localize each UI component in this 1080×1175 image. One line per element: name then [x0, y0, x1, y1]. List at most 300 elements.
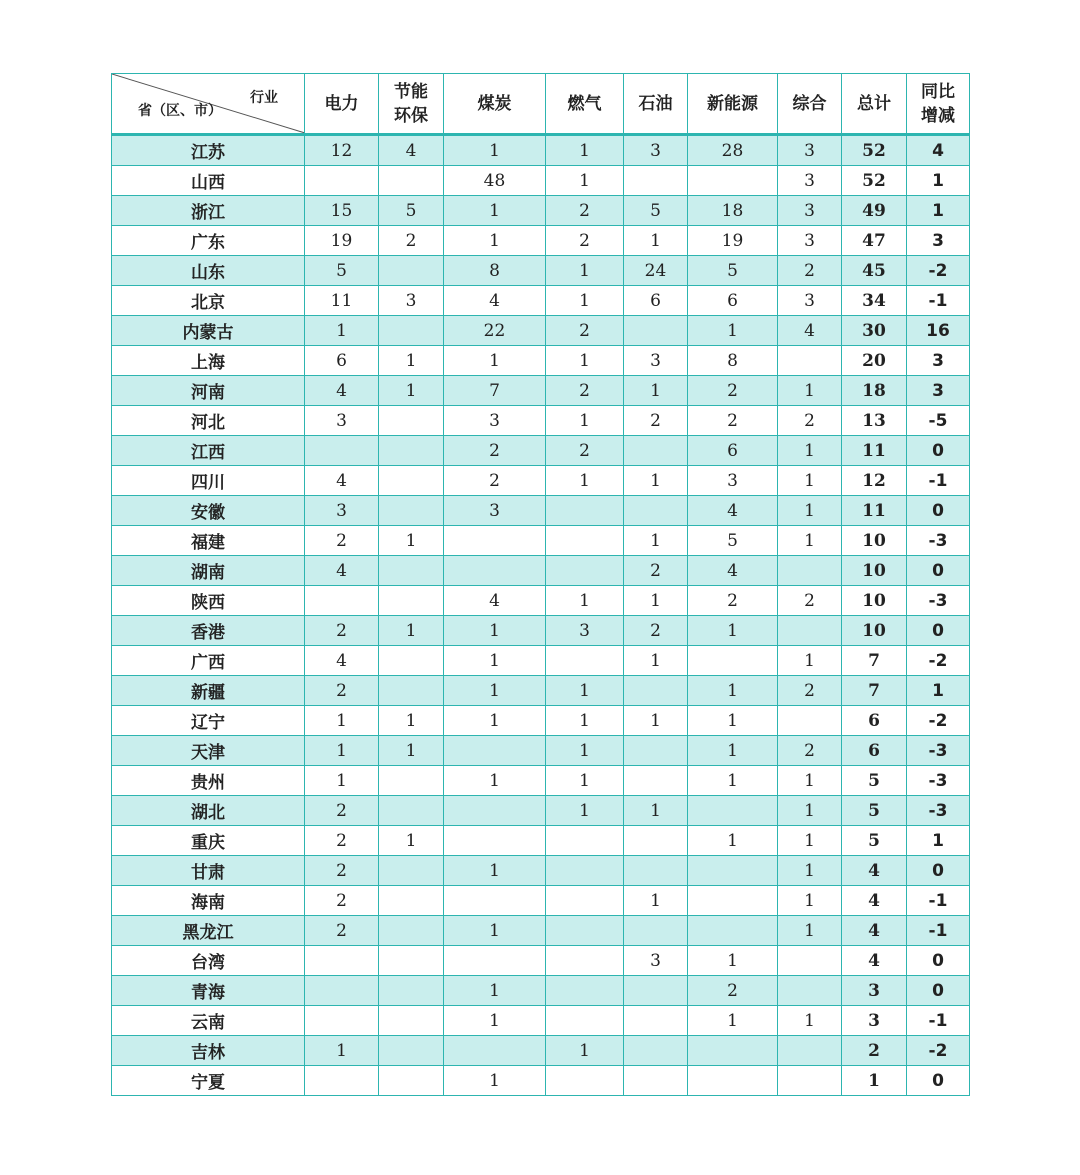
value-cell-new_energy: 1 [688, 706, 778, 736]
province-cell: 山东 [112, 256, 305, 286]
value-cell-gas [546, 496, 624, 526]
value-cell-coal: 3 [444, 406, 546, 436]
value-cell-integrated: 2 [778, 406, 842, 436]
value-cell-energy_saving [379, 406, 444, 436]
province-cell: 青海 [112, 976, 305, 1006]
value-cell-power: 2 [305, 886, 379, 916]
province-cell: 四川 [112, 466, 305, 496]
value-cell-power: 3 [305, 406, 379, 436]
value-cell-gas: 2 [546, 316, 624, 346]
table-row [112, 676, 970, 706]
value-cell-coal [444, 526, 546, 556]
value-cell-integrated: 2 [778, 736, 842, 766]
value-cell-energy_saving [379, 556, 444, 586]
value-cell-integrated [778, 616, 842, 646]
value-cell-power: 11 [305, 286, 379, 316]
value-cell-oil [624, 976, 688, 1006]
total-cell: 20 [842, 346, 907, 376]
value-cell-energy_saving: 5 [379, 196, 444, 226]
value-cell-gas: 1 [546, 796, 624, 826]
value-cell-coal: 4 [444, 286, 546, 316]
value-cell-integrated: 1 [778, 646, 842, 676]
value-cell-integrated: 3 [778, 286, 842, 316]
value-cell-new_energy: 4 [688, 496, 778, 526]
yoy-change-cell: -3 [907, 586, 970, 616]
value-cell-oil: 1 [624, 526, 688, 556]
value-cell-power: 5 [305, 256, 379, 286]
value-cell-new_energy: 1 [688, 676, 778, 706]
value-cell-gas: 2 [546, 226, 624, 256]
yoy-change-cell: 1 [907, 826, 970, 856]
province-cell: 宁夏 [112, 1066, 305, 1096]
column-header-yoy [907, 74, 970, 135]
value-cell-new_energy: 1 [688, 766, 778, 796]
value-cell-gas: 1 [546, 256, 624, 286]
yoy-change-cell: -1 [907, 916, 970, 946]
value-cell-gas [546, 976, 624, 1006]
value-cell-power: 1 [305, 1036, 379, 1066]
yoy-change-cell: -3 [907, 736, 970, 766]
value-cell-new_energy: 28 [688, 135, 778, 166]
value-cell-power [305, 586, 379, 616]
table-row [112, 586, 970, 616]
total-cell: 11 [842, 436, 907, 466]
value-cell-oil [624, 916, 688, 946]
province-cell: 福建 [112, 526, 305, 556]
value-cell-oil: 1 [624, 796, 688, 826]
value-cell-power: 12 [305, 135, 379, 166]
value-cell-integrated: 1 [778, 496, 842, 526]
column-header-label: 新能源 [707, 93, 758, 114]
table-row [112, 886, 970, 916]
total-cell: 10 [842, 526, 907, 556]
value-cell-gas [546, 826, 624, 856]
total-cell: 52 [842, 135, 907, 166]
yoy-change-cell: -3 [907, 766, 970, 796]
value-cell-new_energy: 1 [688, 316, 778, 346]
value-cell-gas [546, 946, 624, 976]
value-cell-power [305, 1066, 379, 1096]
value-cell-gas [546, 1006, 624, 1036]
value-cell-gas: 1 [546, 406, 624, 436]
yoy-change-cell: 0 [907, 616, 970, 646]
value-cell-gas [546, 856, 624, 886]
total-cell: 4 [842, 946, 907, 976]
value-cell-energy_saving [379, 646, 444, 676]
value-cell-new_energy: 18 [688, 196, 778, 226]
value-cell-oil: 1 [624, 646, 688, 676]
yoy-change-cell: 0 [907, 496, 970, 526]
value-cell-power: 4 [305, 466, 379, 496]
province-cell: 香港 [112, 616, 305, 646]
table-row [112, 256, 970, 286]
value-cell-oil: 2 [624, 616, 688, 646]
value-cell-gas: 1 [546, 586, 624, 616]
total-cell: 2 [842, 1036, 907, 1066]
value-cell-power: 1 [305, 766, 379, 796]
total-cell: 10 [842, 586, 907, 616]
table-row [112, 946, 970, 976]
yoy-change-cell: 0 [907, 976, 970, 1006]
value-cell-new_energy: 6 [688, 436, 778, 466]
value-cell-power: 4 [305, 646, 379, 676]
value-cell-gas: 1 [546, 135, 624, 166]
value-cell-integrated: 1 [778, 526, 842, 556]
value-cell-coal [444, 1036, 546, 1066]
value-cell-coal: 48 [444, 166, 546, 196]
value-cell-integrated: 1 [778, 466, 842, 496]
value-cell-energy_saving: 1 [379, 706, 444, 736]
province-cell: 北京 [112, 286, 305, 316]
value-cell-power: 4 [305, 556, 379, 586]
yoy-change-cell: 0 [907, 946, 970, 976]
table-row [112, 796, 970, 826]
value-cell-power: 19 [305, 226, 379, 256]
value-cell-oil [624, 856, 688, 886]
value-cell-gas: 2 [546, 196, 624, 226]
table-row [112, 526, 970, 556]
value-cell-energy_saving [379, 1066, 444, 1096]
value-cell-power: 2 [305, 826, 379, 856]
corner-label-industry: 行业 [250, 90, 278, 106]
yoy-change-cell: -2 [907, 706, 970, 736]
table-row [112, 706, 970, 736]
value-cell-gas: 2 [546, 436, 624, 466]
table-row [112, 976, 970, 1006]
column-header-label: 节能 [394, 81, 428, 102]
value-cell-power: 1 [305, 316, 379, 346]
value-cell-oil [624, 736, 688, 766]
total-cell: 6 [842, 706, 907, 736]
province-cell: 重庆 [112, 826, 305, 856]
yoy-change-cell: 1 [907, 166, 970, 196]
value-cell-integrated: 3 [778, 166, 842, 196]
value-cell-oil: 5 [624, 196, 688, 226]
value-cell-oil [624, 1036, 688, 1066]
table-row [112, 856, 970, 886]
yoy-change-cell: 3 [907, 346, 970, 376]
table-row [112, 226, 970, 256]
value-cell-energy_saving: 4 [379, 135, 444, 166]
value-cell-coal: 1 [444, 856, 546, 886]
value-cell-energy_saving [379, 676, 444, 706]
value-cell-gas: 1 [546, 286, 624, 316]
column-header-new_energy [688, 74, 778, 135]
column-header-label: 燃气 [567, 93, 602, 114]
province-cell: 江苏 [112, 135, 305, 166]
value-cell-integrated: 1 [778, 796, 842, 826]
province-cell: 内蒙古 [112, 316, 305, 346]
value-cell-oil [624, 316, 688, 346]
value-cell-new_energy: 1 [688, 1006, 778, 1036]
value-cell-new_energy [688, 646, 778, 676]
value-cell-new_energy: 5 [688, 256, 778, 286]
province-cell: 黑龙江 [112, 916, 305, 946]
yoy-change-cell: 0 [907, 436, 970, 466]
column-header-integrated [778, 74, 842, 135]
total-cell: 11 [842, 496, 907, 526]
value-cell-integrated: 1 [778, 826, 842, 856]
value-cell-gas [546, 916, 624, 946]
yoy-change-cell: -2 [907, 646, 970, 676]
value-cell-integrated: 3 [778, 135, 842, 166]
province-cell: 安徽 [112, 496, 305, 526]
table-row [112, 436, 970, 466]
province-cell: 浙江 [112, 196, 305, 226]
value-cell-integrated: 2 [778, 676, 842, 706]
value-cell-new_energy: 5 [688, 526, 778, 556]
value-cell-power: 15 [305, 196, 379, 226]
total-cell: 10 [842, 556, 907, 586]
yoy-change-cell: -1 [907, 886, 970, 916]
value-cell-gas: 1 [546, 766, 624, 796]
yoy-change-cell: 0 [907, 856, 970, 886]
value-cell-new_energy: 2 [688, 406, 778, 436]
value-cell-oil: 1 [624, 466, 688, 496]
table-row [112, 646, 970, 676]
value-cell-energy_saving [379, 256, 444, 286]
value-cell-new_energy [688, 1066, 778, 1096]
value-cell-energy_saving: 1 [379, 526, 444, 556]
value-cell-integrated: 3 [778, 196, 842, 226]
value-cell-power: 1 [305, 736, 379, 766]
value-cell-power: 2 [305, 856, 379, 886]
province-cell: 海南 [112, 886, 305, 916]
value-cell-power: 4 [305, 376, 379, 406]
value-cell-power: 3 [305, 496, 379, 526]
value-cell-power [305, 166, 379, 196]
value-cell-power: 6 [305, 346, 379, 376]
value-cell-energy_saving [379, 766, 444, 796]
value-cell-coal: 1 [444, 1006, 546, 1036]
value-cell-new_energy: 1 [688, 826, 778, 856]
yoy-change-cell: 1 [907, 196, 970, 226]
value-cell-coal: 1 [444, 226, 546, 256]
yoy-change-cell: -1 [907, 1006, 970, 1036]
table-row [112, 316, 970, 346]
yoy-change-cell: 3 [907, 226, 970, 256]
value-cell-oil: 6 [624, 286, 688, 316]
value-cell-new_energy [688, 886, 778, 916]
corner-label-province: 省（区、市） [138, 103, 222, 119]
value-cell-new_energy: 2 [688, 976, 778, 1006]
value-cell-energy_saving [379, 886, 444, 916]
value-cell-energy_saving [379, 1036, 444, 1066]
total-cell: 3 [842, 1006, 907, 1036]
value-cell-gas: 1 [546, 166, 624, 196]
value-cell-energy_saving [379, 316, 444, 346]
province-cell: 上海 [112, 346, 305, 376]
value-cell-new_energy [688, 916, 778, 946]
total-cell: 6 [842, 736, 907, 766]
value-cell-coal [444, 946, 546, 976]
value-cell-energy_saving [379, 796, 444, 826]
value-cell-oil: 1 [624, 886, 688, 916]
total-cell: 5 [842, 796, 907, 826]
table-row [112, 466, 970, 496]
value-cell-energy_saving [379, 436, 444, 466]
value-cell-coal [444, 736, 546, 766]
value-cell-integrated: 1 [778, 916, 842, 946]
yoy-change-cell: -1 [907, 466, 970, 496]
province-cell: 台湾 [112, 946, 305, 976]
value-cell-oil: 1 [624, 226, 688, 256]
table-row [112, 1036, 970, 1066]
value-cell-oil: 24 [624, 256, 688, 286]
value-cell-integrated: 1 [778, 436, 842, 466]
yoy-change-cell: -5 [907, 406, 970, 436]
yoy-change-cell: -3 [907, 526, 970, 556]
value-cell-energy_saving: 1 [379, 736, 444, 766]
value-cell-energy_saving [379, 1006, 444, 1036]
total-cell: 4 [842, 886, 907, 916]
corner-header-cell [112, 74, 305, 135]
value-cell-oil: 1 [624, 586, 688, 616]
value-cell-coal: 22 [444, 316, 546, 346]
yoy-change-cell: -2 [907, 256, 970, 286]
value-cell-new_energy [688, 166, 778, 196]
value-cell-coal: 1 [444, 616, 546, 646]
value-cell-new_energy: 19 [688, 226, 778, 256]
yoy-change-cell: -1 [907, 286, 970, 316]
value-cell-energy_saving [379, 586, 444, 616]
column-header-total [842, 74, 907, 135]
value-cell-energy_saving [379, 946, 444, 976]
yoy-change-cell: -2 [907, 1036, 970, 1066]
value-cell-power: 2 [305, 676, 379, 706]
value-cell-new_energy: 4 [688, 556, 778, 586]
value-cell-coal: 4 [444, 586, 546, 616]
province-cell: 江西 [112, 436, 305, 466]
table-row [112, 616, 970, 646]
value-cell-power [305, 1006, 379, 1036]
value-cell-coal [444, 826, 546, 856]
value-cell-oil [624, 436, 688, 466]
province-cell: 甘肃 [112, 856, 305, 886]
province-industry-table [111, 73, 970, 1096]
value-cell-gas [546, 646, 624, 676]
total-cell: 5 [842, 766, 907, 796]
value-cell-integrated: 2 [778, 256, 842, 286]
table-header [112, 74, 970, 135]
value-cell-new_energy [688, 1036, 778, 1066]
value-cell-oil [624, 766, 688, 796]
value-cell-gas: 1 [546, 466, 624, 496]
value-cell-oil [624, 1006, 688, 1036]
value-cell-energy_saving [379, 976, 444, 1006]
column-header-label: 增减 [921, 105, 955, 126]
value-cell-power [305, 946, 379, 976]
value-cell-new_energy: 1 [688, 736, 778, 766]
column-header-power [305, 74, 379, 135]
value-cell-gas [546, 526, 624, 556]
total-cell: 18 [842, 376, 907, 406]
value-cell-coal: 1 [444, 676, 546, 706]
value-cell-integrated [778, 706, 842, 736]
value-cell-coal: 1 [444, 706, 546, 736]
column-header-label: 同比 [921, 81, 955, 102]
value-cell-coal: 3 [444, 496, 546, 526]
table-row [112, 1066, 970, 1096]
province-cell: 天津 [112, 736, 305, 766]
value-cell-gas [546, 1066, 624, 1096]
total-cell: 5 [842, 826, 907, 856]
column-header-label: 环保 [394, 105, 428, 126]
value-cell-energy_saving [379, 466, 444, 496]
value-cell-coal: 1 [444, 135, 546, 166]
value-cell-integrated: 2 [778, 586, 842, 616]
value-cell-coal: 1 [444, 766, 546, 796]
value-cell-integrated [778, 556, 842, 586]
yoy-change-cell: -3 [907, 796, 970, 826]
province-cell: 吉林 [112, 1036, 305, 1066]
value-cell-oil [624, 1066, 688, 1096]
value-cell-gas: 2 [546, 376, 624, 406]
column-header-coal [444, 74, 546, 135]
value-cell-oil: 2 [624, 556, 688, 586]
value-cell-power: 2 [305, 526, 379, 556]
value-cell-integrated: 4 [778, 316, 842, 346]
table-body [112, 135, 970, 1096]
value-cell-oil: 2 [624, 406, 688, 436]
value-cell-gas [546, 556, 624, 586]
value-cell-power: 2 [305, 796, 379, 826]
value-cell-integrated [778, 946, 842, 976]
table-row [112, 346, 970, 376]
value-cell-energy_saving: 2 [379, 226, 444, 256]
total-cell: 45 [842, 256, 907, 286]
table-row [112, 556, 970, 586]
province-cell: 河南 [112, 376, 305, 406]
total-cell: 12 [842, 466, 907, 496]
yoy-change-cell: 4 [907, 135, 970, 166]
value-cell-coal: 7 [444, 376, 546, 406]
table-row [112, 496, 970, 526]
column-header-label: 电力 [324, 93, 359, 114]
value-cell-integrated: 1 [778, 886, 842, 916]
table-row [112, 916, 970, 946]
total-cell: 1 [842, 1066, 907, 1096]
value-cell-new_energy: 3 [688, 466, 778, 496]
table-row [112, 1006, 970, 1036]
yoy-change-cell: 0 [907, 556, 970, 586]
table-row [112, 766, 970, 796]
value-cell-gas: 1 [546, 346, 624, 376]
table-row [112, 736, 970, 766]
value-cell-power [305, 436, 379, 466]
value-cell-power: 2 [305, 916, 379, 946]
column-header-energy_saving [379, 74, 444, 135]
value-cell-coal: 1 [444, 346, 546, 376]
value-cell-energy_saving: 1 [379, 826, 444, 856]
value-cell-new_energy: 1 [688, 946, 778, 976]
value-cell-coal: 2 [444, 466, 546, 496]
province-cell: 山西 [112, 166, 305, 196]
total-cell: 52 [842, 166, 907, 196]
value-cell-energy_saving: 1 [379, 616, 444, 646]
value-cell-energy_saving [379, 166, 444, 196]
total-cell: 10 [842, 616, 907, 646]
header-row [112, 74, 970, 135]
value-cell-coal: 1 [444, 976, 546, 1006]
province-cell: 辽宁 [112, 706, 305, 736]
total-cell: 34 [842, 286, 907, 316]
column-header-label: 石油 [638, 93, 673, 114]
value-cell-power [305, 976, 379, 1006]
total-cell: 47 [842, 226, 907, 256]
value-cell-coal [444, 886, 546, 916]
value-cell-gas: 1 [546, 706, 624, 736]
